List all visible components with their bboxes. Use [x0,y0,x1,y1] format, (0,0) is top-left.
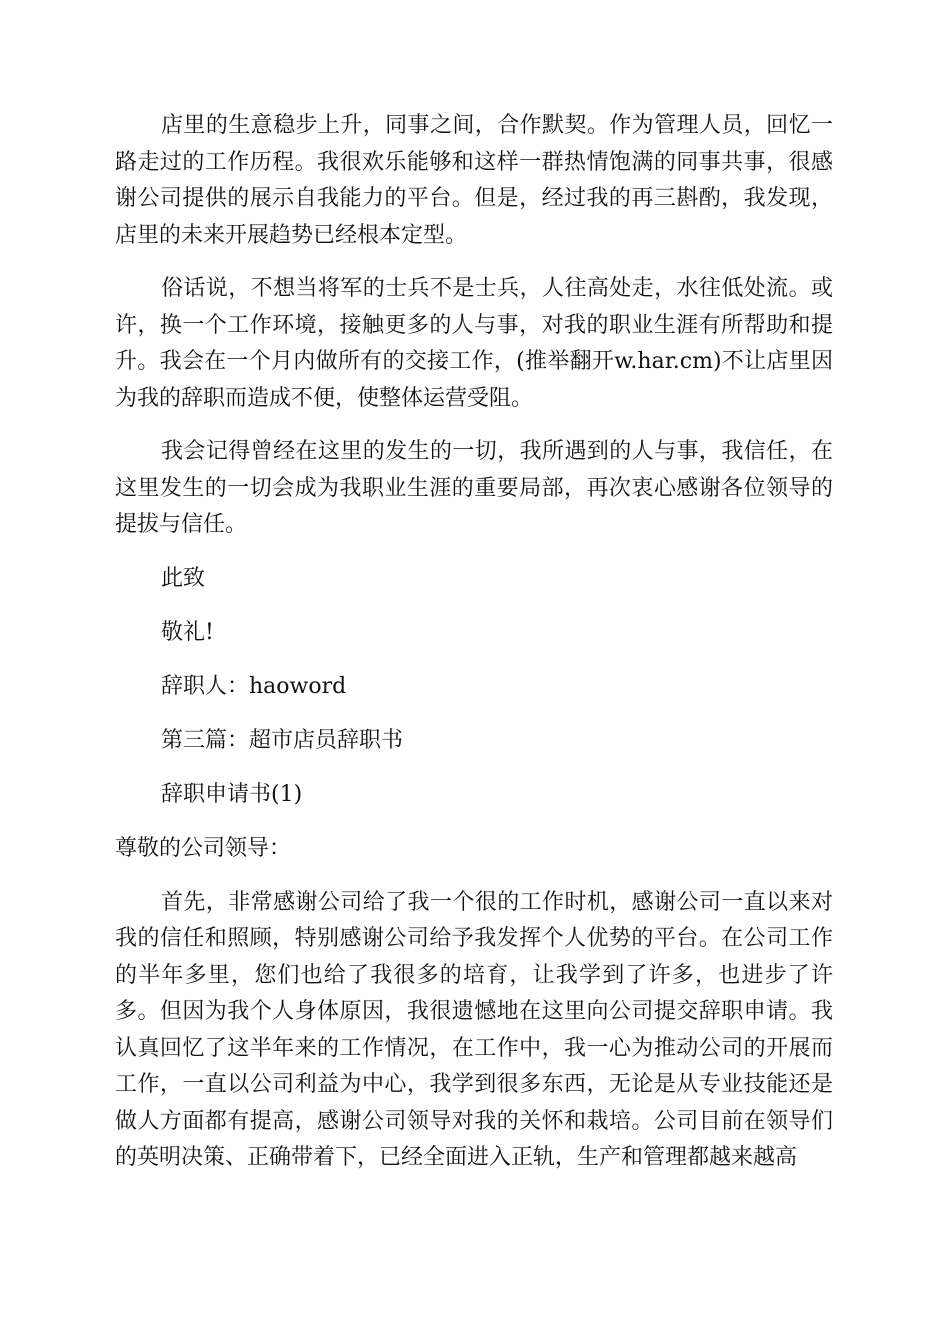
greeting-line: 尊敬的公司领导： [115,835,292,861]
section-title: 第三篇：超市店员辞职书 [161,727,404,753]
paragraph-letter-body: 首先，非常感谢公司给了我一个很的工作时机，感谢公司一直以来对我的信任和照顾，特别感谢公司给予我发挥个人优势的平台。在公司工作的半年多里，您们也给了我很多的培育，让我学到了许多，也进步了许多。但因为我个人身体原因，我很遗憾地在这里向公司提交辞职申请。我认真回忆了这半年来的工作情况，在工作中，我一心为推动公司的开展而工作，一直以公司利益为中心，我学到很多东西，无论是从专业技能还是做人方面都有提高，感谢公司领导对我的关怀和栽培。公司目前在领导们的英明决策、正确带着下，已经全面进入正轨，生产和管理都越来越高 [115,889,833,1170]
salute-line: 敬礼! [161,619,214,645]
paragraph-gratitude: 我会记得曾经在这里的发生的一切，我所遇到的人与事，我信任，在这里发生的一切会成为我职业生涯的重要局部，再次衷心感谢各位领导的提拔与信任。 [115,439,833,537]
letter-title: 辞职申请书(1) [161,781,303,807]
document-page [115,108,833,1177]
paragraph-career-change: 俗话说，不想当将军的士兵不是士兵，人往高处走，水往低处流。或许，换一个工作环境，接触更多的人与事，对我的职业生涯有所帮助和提升。我会在一个月内做所有的交接工作，(推举翻开w.har.cm)不让店里因为我的辞职而造成不便，使整体运营受阻。 [115,276,833,411]
closing-line: 此致 [161,565,206,591]
paragraph-business-status: 店里的生意稳步上升，同事之间，合作默契。作为管理人员，回忆一路走过的工作历程。我很欢乐能够和这样一群热情饱满的同事共事，很感谢公司提供的展示自我能力的平台。但是，经过我的再三斟酌，我发现，店里的未来开展趋势已经根本定型。 [115,113,833,248]
signature-line: 辞职人：haoword [161,673,347,699]
